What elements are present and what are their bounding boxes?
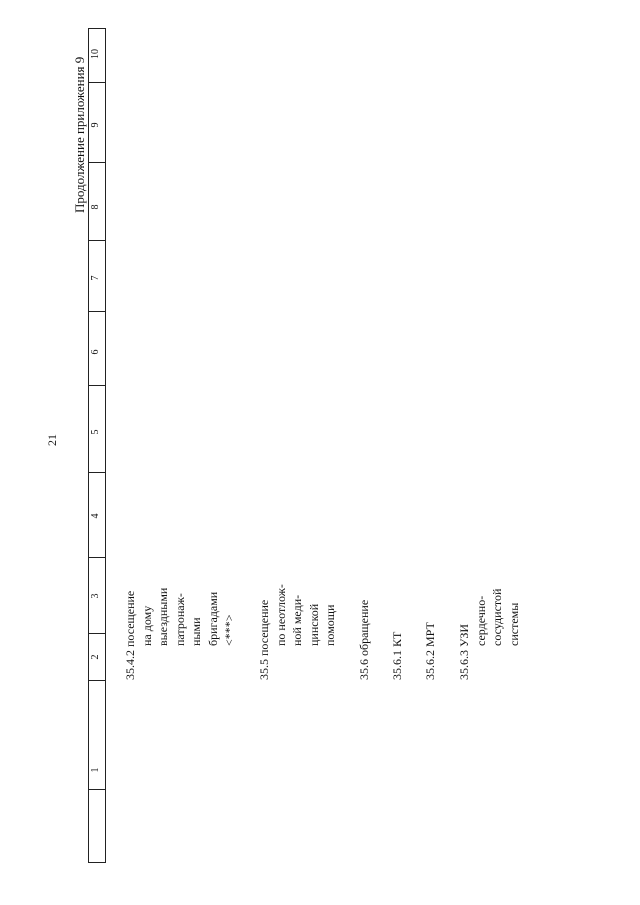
column-number: 8 (90, 204, 101, 210)
column-separator (88, 680, 105, 681)
row-item-line: сосудистой (490, 588, 504, 646)
row-item-line: цинской (306, 603, 321, 646)
row-item-line: сердечно- (473, 595, 488, 646)
column-separator (88, 385, 105, 386)
column-number: 9 (90, 122, 101, 128)
column-separator (88, 162, 105, 163)
column-number: 5 (90, 429, 101, 435)
table-border-top (88, 28, 105, 29)
column-separator (88, 633, 105, 634)
column-separator (88, 311, 105, 312)
column-separator (88, 240, 105, 241)
column-separator (88, 82, 105, 83)
row-item-line: помощи (323, 604, 337, 646)
column-separator (88, 557, 105, 558)
table-row (122, 588, 238, 680)
column-number: 10 (90, 49, 101, 59)
page-heading: Продолжение приложения 9 (72, 56, 87, 213)
row-item-title: 35.6.1 КТ (390, 631, 404, 680)
row-item-title: 35.5 посещение (257, 599, 271, 680)
row-item-title: 35.6.2 МРТ (423, 622, 437, 680)
table-border-left (88, 28, 89, 863)
row-item-line: патронаж- (172, 593, 187, 646)
table-row (389, 632, 406, 680)
column-separator (88, 789, 105, 790)
row-item-line: ными (189, 617, 203, 646)
table-header-divider (105, 28, 106, 863)
table-border-bottom (88, 862, 105, 863)
row-item-line: <***> (222, 614, 236, 646)
row-item-line: по неотлож- (273, 584, 288, 646)
table-row (356, 600, 373, 680)
page-number: 21 (45, 434, 59, 446)
column-number: 1 (90, 767, 101, 773)
table-row (256, 584, 339, 680)
row-item-line: ной меди- (290, 594, 304, 646)
row-item-title: 35.6 обращение (357, 599, 371, 680)
row-item-title: 35.6.3 УЗИ (457, 623, 471, 680)
row-item-line: на дому (139, 605, 154, 646)
row-item-line: бригадами (205, 591, 220, 646)
column-number: 4 (90, 513, 101, 519)
row-item-title: 35.4.2 посещение (123, 590, 137, 680)
column-separator (88, 472, 105, 473)
column-number: 2 (90, 654, 101, 660)
column-number: 6 (90, 349, 101, 355)
column-number: 3 (90, 593, 101, 599)
row-item-line: выездными (156, 587, 170, 646)
row-item-line: системы (506, 602, 521, 646)
column-number: 7 (90, 275, 101, 281)
table-row (456, 589, 522, 680)
table-row (422, 622, 439, 680)
